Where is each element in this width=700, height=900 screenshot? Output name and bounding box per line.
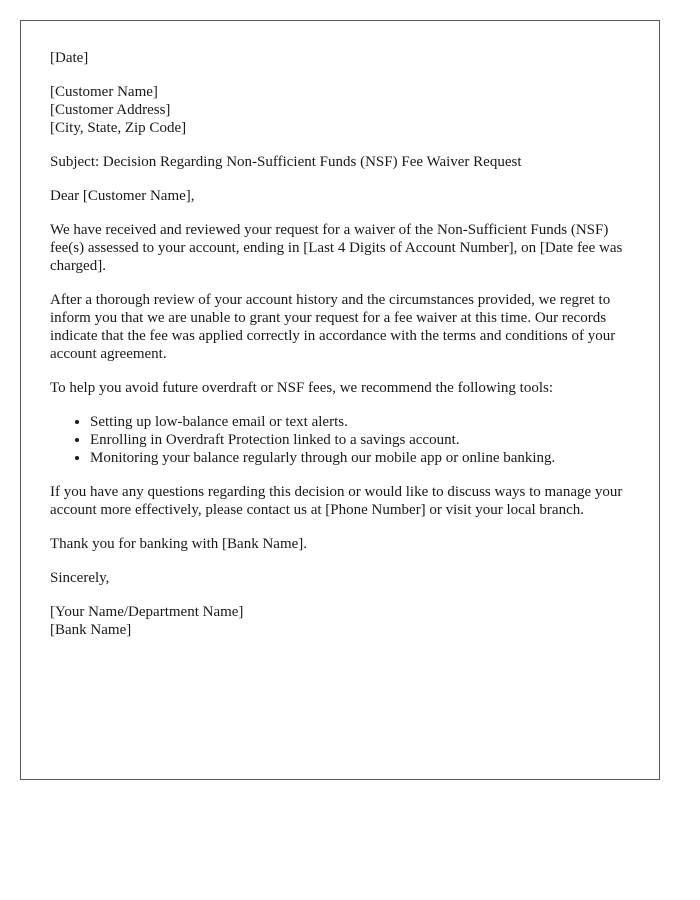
list-item: • Setting up low-balance email or text alerts. [90,413,640,431]
recipient-city-state-zip: [City, State, Zip Code] [50,120,187,136]
letter-body [50,49,640,655]
paragraph-decision: After a thorough review of your account history and the circumstances provided, we regret to inform you that we are unable to grant your request for a fee waiver at this time. Our records indicate that the fee was applied correctly in accordance with the terms and conditions of your account agreement. [50,292,616,362]
signature-bank: [Bank Name] [50,622,132,638]
paragraph-thanks: Thank you for banking with [Bank Name]. [50,536,308,552]
letter-subject: Subject: Decision Regarding Non-Sufficient Funds (NSF) Fee Waiver Request [50,154,522,170]
tools-list [50,413,640,467]
letter-date: [Date] [50,50,89,66]
letter-page [20,20,660,780]
recipient-address: [Customer Address] [50,102,171,118]
signature-name: [Your Name/Department Name] [50,604,244,620]
paragraph-request-received: We have received and reviewed your request for a waiver of the Non-Sufficient Funds (NSF) fee(s) assessed to your account, ending in [Last 4 Digits of Account Number], on [Date fee was charged]. [50,222,623,274]
letter-salutation: Dear [Customer Name], [50,188,195,204]
letter-closing: Sincerely, [50,570,110,586]
list-item: • Enrolling in Overdraft Protection linked to a savings account. [90,431,640,449]
recipient-name: [Customer Name] [50,84,158,100]
list-item: • Monitoring your balance regularly through our mobile app or online banking. [90,449,640,467]
paragraph-contact: If you have any questions regarding this decision or would like to discuss ways to manage your account more effectively, please contact us at [Phone Number] or visit your local branch. [50,484,623,518]
recipient-block [50,83,640,137]
signature-block [50,603,640,639]
paragraph-tools-intro: To help you avoid future overdraft or NSF fees, we recommend the following tools: [50,380,553,396]
